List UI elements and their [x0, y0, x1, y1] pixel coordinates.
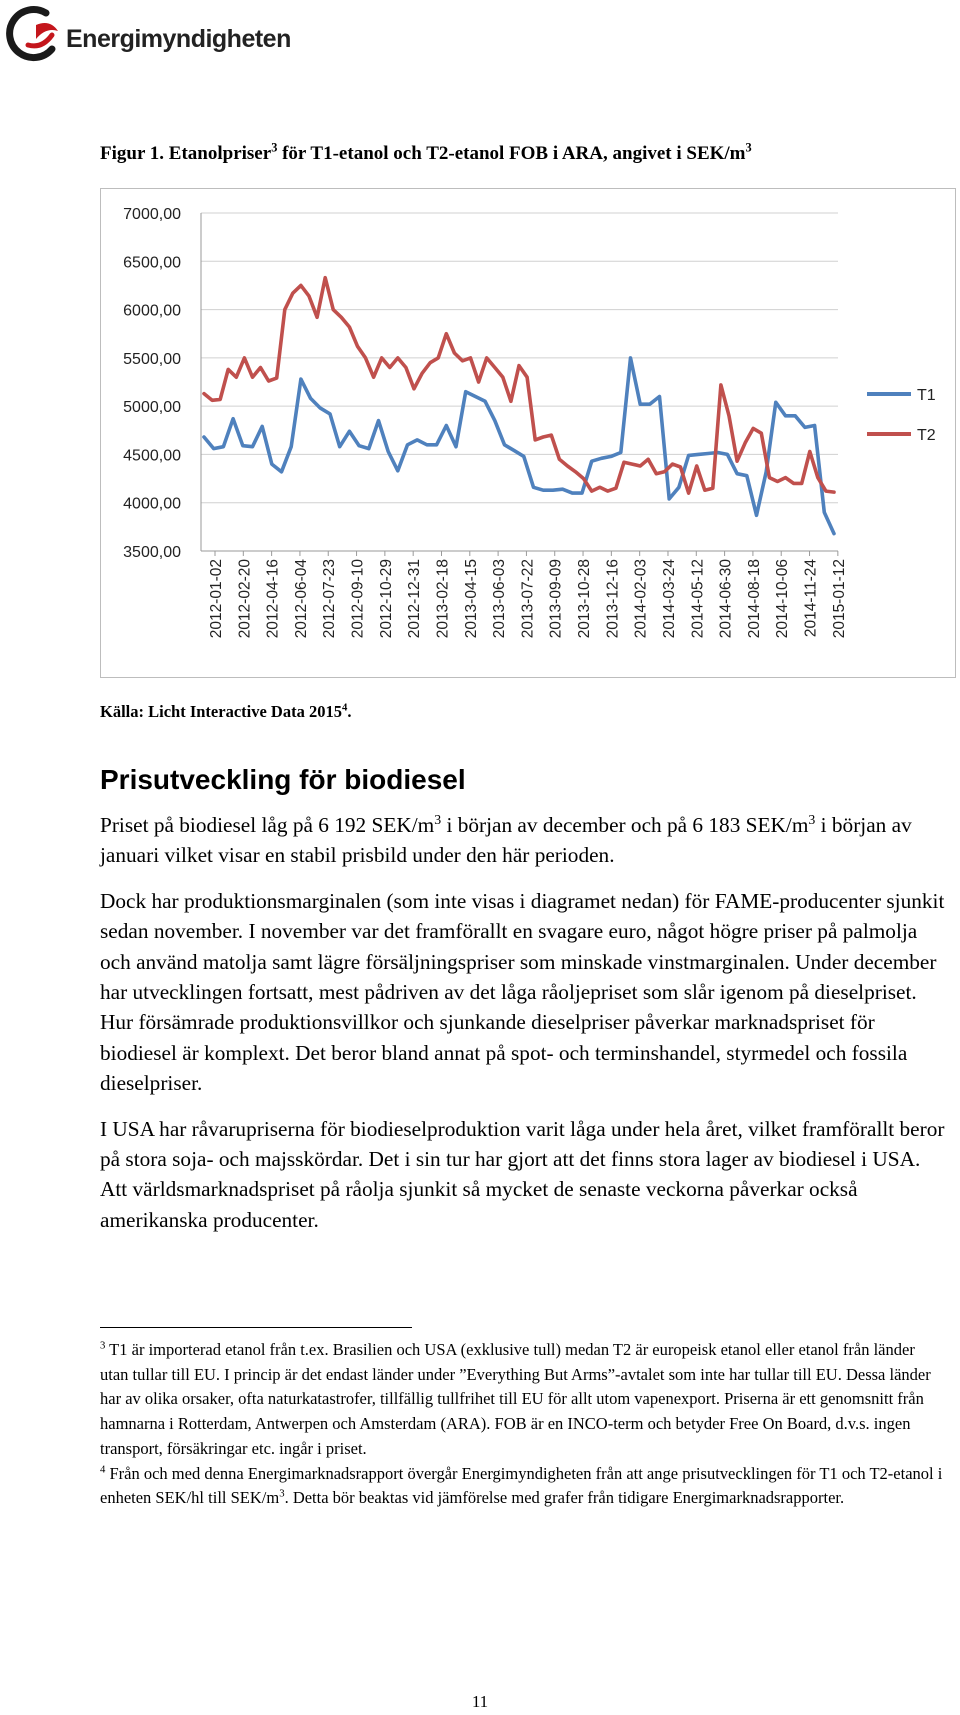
footnote-4: $^4$ Från och med denna Energimarknadsrapport övergår Energimyndigheten från att ange prisutvecklingen för T1 och T2-etanol i enheten SEK/hl till SEK/$m^3$. Detta bör beaktas vid jämförelse med grafer från tidigare Energimarknadsrapporter. [100, 1463, 943, 1508]
figure-caption: Figur 1. Etanolpriser$^3$ för T1-etanol och T2-etanol FOB i ARA, angivet i SEK/$m^3$ [100, 140, 752, 164]
x-tick-label: 2015-01-12 [830, 559, 848, 639]
x-tick-label: 2012-09-10 [349, 559, 367, 639]
x-tick-label: 2012-06-04 [292, 559, 310, 639]
series-line-t1 [204, 358, 834, 534]
x-tick-label: 2012-10-29 [377, 559, 395, 639]
x-tick-label: 2012-07-23 [321, 559, 339, 639]
x-tick-label: 2012-04-16 [264, 559, 282, 639]
legend-label-t1: T1 [917, 387, 936, 404]
y-tick-label: 4500,00 [123, 447, 181, 465]
section-heading: Prisutveckling för biodiesel [100, 764, 466, 795]
page-number: 11 [471, 1692, 489, 1711]
y-tick-label: 7000,00 [123, 206, 181, 223]
x-tick-label: 2013-12-16 [604, 559, 622, 639]
logo-text: Energimyndigheten [66, 24, 291, 53]
logo [6, 4, 291, 64]
x-tick-label: 2012-12-31 [406, 559, 424, 639]
chart-source: Källa: Licht Interactive Data 2015$^4$. [100, 701, 352, 721]
x-tick-label: 2012-02-20 [236, 559, 254, 639]
x-tick-label: 2013-10-28 [576, 559, 594, 639]
x-tick-label: 2014-05-12 [689, 559, 707, 639]
x-tick-label: 2013-02-18 [434, 559, 452, 639]
y-tick-label: 3500,00 [123, 544, 181, 561]
x-tick-label: 2014-02-03 [632, 559, 650, 639]
footnote-3: $^3$ T1 är importerad etanol från t.ex. Brasilien och USA (exklusive tull) medan T2 är europeisk etanol eller etanol från länder utan tullar till EU. I princip är det endast länder under ”Everything But Arms”-avtalet som inte har tullar till EU. Dessa länder har av olika orsaker, ofta naturkatastrofer, tillfällig tullfrihet till EU för allt utom vapenexport. Priserna är ett genomsnitt från hamnarna i Rotterdam, Antwerpen och Amsterdam (ARA). FOB är en INCO-term och betyder Free On Board, d.v.s. ingen transport, försäkringar etc. ingår i priset. [100, 1339, 931, 1458]
legend-label-t2: T2 [917, 427, 936, 444]
footnotes [100, 1338, 945, 1511]
x-tick-label: 2014-06-30 [717, 559, 735, 639]
x-tick-label: 2013-04-15 [462, 559, 480, 639]
y-tick-label: 6000,00 [123, 302, 181, 320]
paragraph-2: Dock har produktionsmarginalen (som inte visas i diagramet nedan) för FAME-producenter sjunkit sedan november. I november var det framförallt en svagare euro, något högre priser på palmolja och använd matolja samt lägre försäljningspriser som minskade vinstmarginalen. Under december har utvecklingen fortsatt, mest pådriven av det låga råoljepriset som slår igenom på dieselpriset. Hur försämrade produktionsvillkor och sjunkande dieselpriser påverkar marknadspriset för biodiesel är komplext. Det beror bland annat på spot- och terminshandel, styrmedel och fossila dieselpriser. [100, 888, 945, 1096]
footnote-divider [100, 1327, 412, 1328]
y-tick-label: 5500,00 [123, 350, 181, 368]
x-tick-label: 2013-06-03 [491, 559, 509, 639]
paragraph-1: Priset på biodiesel låg på 6 192 SEK/$m^3$ i början av december och på 6 183 SEK/$m^3$ i början av januari vilket visar en stabil prisbild under den här perioden. [100, 811, 912, 868]
x-tick-label: 2014-08-18 [745, 559, 763, 639]
x-tick-label: 2012-01-02 [208, 559, 225, 639]
chart-canvas [101, 189, 957, 679]
y-tick-label: 5000,00 [123, 399, 181, 417]
x-tick-label: 2014-03-24 [660, 559, 678, 639]
x-tick-label: 2013-07-22 [519, 559, 537, 639]
x-tick-label: 2014-10-06 [774, 559, 792, 639]
paragraph-3: I USA har råvarupriserna för biodieselproduktion varit låga under hela året, vilket framförallt beror på stora soja- och majsskördar. Det i sin tur har gjort att det finns stora lager av biodiesel i USA. Att världsmarknadspriset på råolja sjunkit så mycket de senaste veckorna påverkar också amerikanska producenter. [100, 1116, 945, 1232]
y-tick-label: 4000,00 [123, 495, 181, 513]
y-tick-label: 6500,00 [123, 254, 181, 272]
x-tick-label: 2014-11-24 [802, 559, 820, 638]
x-tick-label: 2013-09-09 [547, 559, 565, 639]
energimyndigheten-logo-icon [6, 5, 64, 63]
section-body [100, 810, 945, 1250]
ethanol-price-chart [100, 188, 956, 678]
